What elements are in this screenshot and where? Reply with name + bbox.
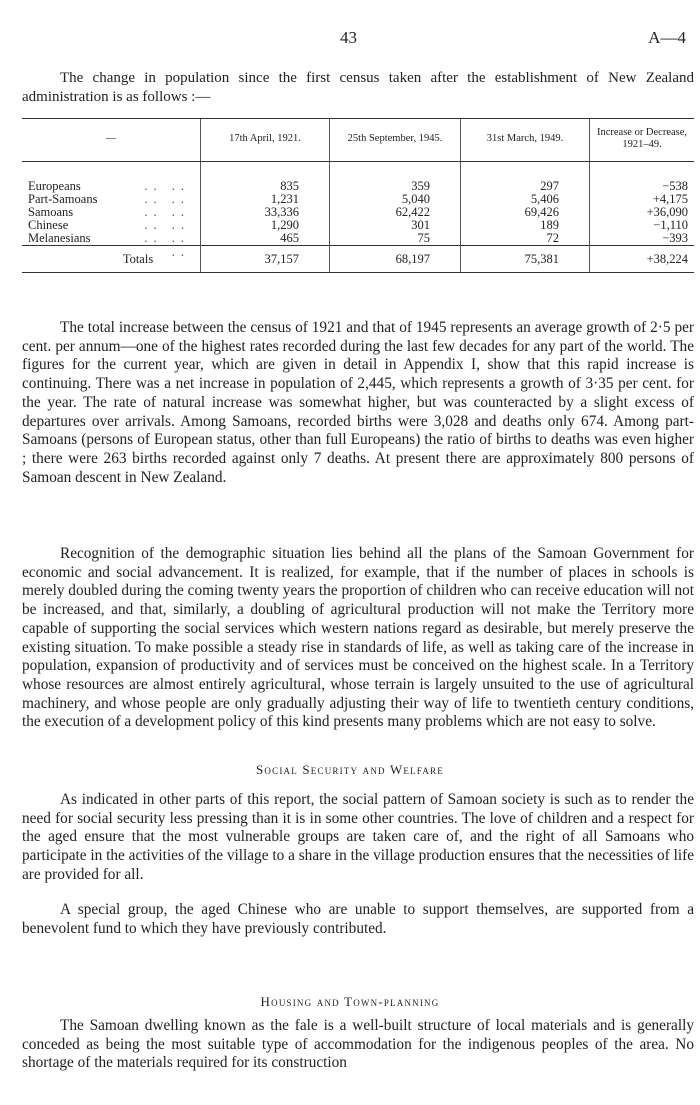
page-number: 43 [340,28,357,47]
paragraph-population-growth: The total increase between the census of 1921 and that of 1945 represents an average growth of 2·5 per cent. per annum—one of the highest rates recorded during the last few decades for any part of the world. The figures for the current year, which are given in detail in Appendix I, show that this rapid increase is continuing. There was a net increase in population of 2,445, which represents a growth of 3·35 per cent. for the year. The rate of natural increase was somewhat higher, but was counteracted by a slight excess of departures over arrivals. Among Samoans, recorded births were 3,028 and deaths only 674. Among part-Samoans (persons of European status, other than full Europeans) the ratio of births to deaths was even higher ; there were 263 births recorded against only 7 deaths. At present there are approximately 800 persons of Samoan descent in New Zealand. [22,319,694,486]
cell-1945: 62,422 [330,206,461,219]
cell-1945: 359 [330,180,461,193]
total-1945: 68,197 [330,246,461,273]
document-reference: A—4 [648,28,686,47]
paragraph-housing: The Samoan dwelling known as the fale is a well-built structure of local materials and is generally conceded as being the most suitable type of accommodation for the indigenous peoples of the area. No shortage of the materials required for its construction [22,1017,694,1072]
row-label: Part-Samoans [28,192,98,206]
paragraph-social-pattern: As indicated in other parts of this report, the social pattern of Samoan society is such as to render the need for social security less pressing than it is in some other countries. The love of children and a respect for the aged ensure that the most vulnerable groups are taken care of, and the right of all Samoans who participate in the activities of the village to a share in the village production ensures that the necessities of life are provided for all. [22,791,694,883]
totals-label: Totals [122,251,154,266]
table-row: Chinese .. .. 1,290 301 189 −1,110 [22,219,694,232]
cell-1949: 69,426 [461,206,590,219]
column-header: 17th April, 1921. [201,119,330,162]
intro-paragraph: The change in population since the first census taken after the establishment of New Zealand administration is as follows :— [22,70,694,105]
total-1949: 75,381 [461,246,590,273]
cell-1949: 297 [461,180,590,193]
column-header: 25th September, 1945. [330,119,461,162]
table-header-row [22,119,694,162]
section-heading-housing: Housing and Town-planning [260,994,440,1009]
paragraph-aged-chinese: A special group, the aged Chinese who are unable to support themselves, are supported from a benevolent fund to which they have previously contributed. [22,901,694,937]
total-1921: 37,157 [201,246,330,273]
cell-1945: 75 [330,232,461,246]
cell-change: +36,090 [590,206,695,219]
cell-1921: 33,336 [201,206,330,219]
cell-change: −538 [590,180,695,193]
cell-1921: 465 [201,232,330,246]
paragraph-demographic-situation: Recognition of the demographic situation lies behind all the plans of the Samoan Government for economic and social advancement. It is realized, for example, that if the number of places in schools is merely doubled during the coming twenty years the proportion of children who can receive education will not be increased, and that, similarly, a doubling of agricultural production will not make the Territory more capable of supporting the social services which western nations regard as desirable, but merely preserve the existing situation. To make possible a steady rise in standards of life, as well as taking care of the increase in population, expansion of productivity and of services must be conceived on the highest scale. In a Territory whose resources are almost entirely agricultural, whose terrain is largely unsuited to the use of agricultural machinery, and whose people are only gradually adjusting their way of life to twentieth century conditions, the execution of a development policy of this kind presents many problems which are not easy to solve. [22,545,695,731]
table-row: Melanesians .. .. 465 75 72 −393 [22,232,694,246]
column-header: 31st March, 1949. [461,119,590,162]
cell-1945: 5,040 [330,193,461,206]
cell-1949: 72 [461,232,590,246]
table-row: Europeans .. .. 835 359 297 −538 [22,180,694,193]
row-label: Samoans [28,205,74,219]
totals-row: Totals .. 37,157 68,197 75,381 +38,224 [22,246,694,273]
row-label: Chinese [28,218,69,232]
cell-change: +4,175 [590,193,695,206]
cell-1921: 1,231 [201,193,330,206]
table-row: Samoans .. .. 33,336 62,422 69,426 +36,090 [22,206,694,219]
cell-change: −393 [590,232,695,246]
population-table [22,118,694,273]
cell-1949: 5,406 [461,193,590,206]
cell-1921: 835 [201,180,330,193]
table-row: Part-Samoans .. .. 1,231 5,040 5,406 +4,175 [22,193,694,206]
total-change: +38,224 [590,246,695,273]
cell-change: −1,110 [590,219,695,232]
cell-1945: 301 [330,219,461,232]
row-label: Europeans [28,179,81,193]
section-heading-social-security: Social Security and Welfare [256,762,444,777]
row-label: Melanesians [28,231,91,245]
cell-1949: 189 [461,219,590,232]
column-header: Increase or Decrease, 1921–49. [590,119,695,162]
cell-1921: 1,290 [201,219,330,232]
column-header: — [22,119,201,162]
